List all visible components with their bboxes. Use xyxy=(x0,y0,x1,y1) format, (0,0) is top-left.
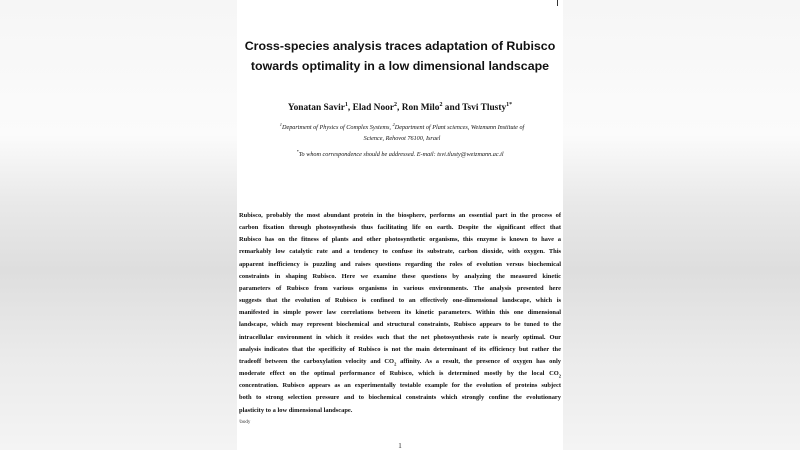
affiliation-mark: 2 xyxy=(392,122,395,127)
abstract-line: analysis indicates that the specificity of Rubisco is not the main determinant of its efficiency but rather the xyxy=(239,345,561,353)
abstract-line: both to strong selection pressure and to biochemical constraints which strongly confine the evolutionary xyxy=(239,394,561,402)
abstract-line: apparent inefficiency is puzzling and raises questions regarding the roles of evolution versus biochemical xyxy=(239,260,561,268)
abstract-line: Rubisco, probably the most abundant protein in the biosphere, performs an essential part in the process of xyxy=(239,212,561,219)
author-separator: and xyxy=(442,103,463,114)
abstract-line: parameters of Rubisco from various organisms in various environments. The analysis presented here xyxy=(239,284,561,292)
abstract-line: plasticity to a low dimensional landscape. xyxy=(239,406,353,414)
abstract-line: concentration. Rubisco appears as an experimentally testable example for the evolution of proteins subject xyxy=(239,382,561,390)
affiliation-text: Department of Physics of Complex Systems, xyxy=(281,124,393,132)
author-mark: 1* xyxy=(506,102,513,108)
co2-subscript: 2 xyxy=(394,361,397,367)
author-separator: , xyxy=(347,103,353,114)
author-mark: 2 xyxy=(394,102,397,108)
author-name: Ron Milo xyxy=(401,103,440,114)
affiliation-line-2: Science, Rehovot 76100, Israel xyxy=(363,134,441,142)
left-background xyxy=(0,0,237,450)
affiliation-text: Department of Plant sciences, Weizmann Institute of xyxy=(394,124,525,132)
correspondence-note xyxy=(237,147,563,160)
correspondence-text: To whom correspondence should be addressed. E-mail: tsvi.tlusty@weizmann.ac.il xyxy=(298,151,504,159)
affiliation-line-1 xyxy=(257,120,547,134)
abstract-line-co2-local xyxy=(239,368,561,380)
correspondence-mark: * xyxy=(296,149,299,154)
author-name: Tsvi Tlusty xyxy=(462,103,507,114)
abstract-line: suggests that the evolution of Rubisco is confined to an effectively one-dimensional landscape, which is xyxy=(239,297,561,305)
abstract-line: constraints in shaping Rubisco. Here we examine these questions by analyzing the measured kinetic xyxy=(239,272,561,280)
abstract-line: Rubisco has on the fitness of plants and other photosynthetic organisms, this enzyme is known to have a xyxy=(239,236,561,244)
right-background xyxy=(563,0,800,450)
author-separator: , xyxy=(397,103,402,114)
author-list xyxy=(237,99,563,114)
author-name: Elad Noor xyxy=(352,103,394,114)
author-mark: 2 xyxy=(439,102,443,108)
affiliations xyxy=(257,120,547,144)
abstract-text: tradeoff between the carboxylation velocity and CO xyxy=(239,357,395,365)
abstract-line: carbon fixation through photosynthesis thus facilitating life on earth. Despite the significant effect that xyxy=(239,224,561,232)
author-name: Yonatan Savir xyxy=(287,103,345,114)
co2-subscript: 2 xyxy=(558,373,561,379)
abstract-line: landscape, which may represent biochemical and structural constraints, Rubisco appears to be tuned to the xyxy=(239,321,561,329)
document-page xyxy=(237,0,563,450)
paper-title xyxy=(237,36,563,76)
abstract-line-co2-affinity xyxy=(239,356,561,368)
abstract-line: intracellular environment in which it resides such that the net photosynthesis rate is nearly optimal. Our xyxy=(239,333,561,341)
page-number: 1 xyxy=(398,442,402,450)
page-corner-mark xyxy=(557,0,558,6)
abstract-line: remarkably low catalytic rate and a tendency to confuse its substrate, carbon dioxide, with oxygen. This xyxy=(239,248,561,256)
abstract-line: manifested in simple power law correlations between its kinetic parameters. Within this one dimensional xyxy=(239,309,561,317)
affiliation-mark: 1 xyxy=(279,122,282,127)
body-marker: \body xyxy=(239,420,251,425)
abstract-text: moderate effect on the optimal performance of Rubisco, which is determined mostly by the local CO xyxy=(239,370,559,378)
title-line-2: towards optimality in a low dimensional landscape xyxy=(250,59,550,73)
abstract-paragraph xyxy=(239,210,561,417)
abstract-text: affinity. As a result, the presence of oxygen has only xyxy=(396,357,561,365)
author-mark: 1 xyxy=(344,102,348,108)
title-line-1: Cross-species analysis traces adaptation of Rubisco xyxy=(244,39,556,53)
